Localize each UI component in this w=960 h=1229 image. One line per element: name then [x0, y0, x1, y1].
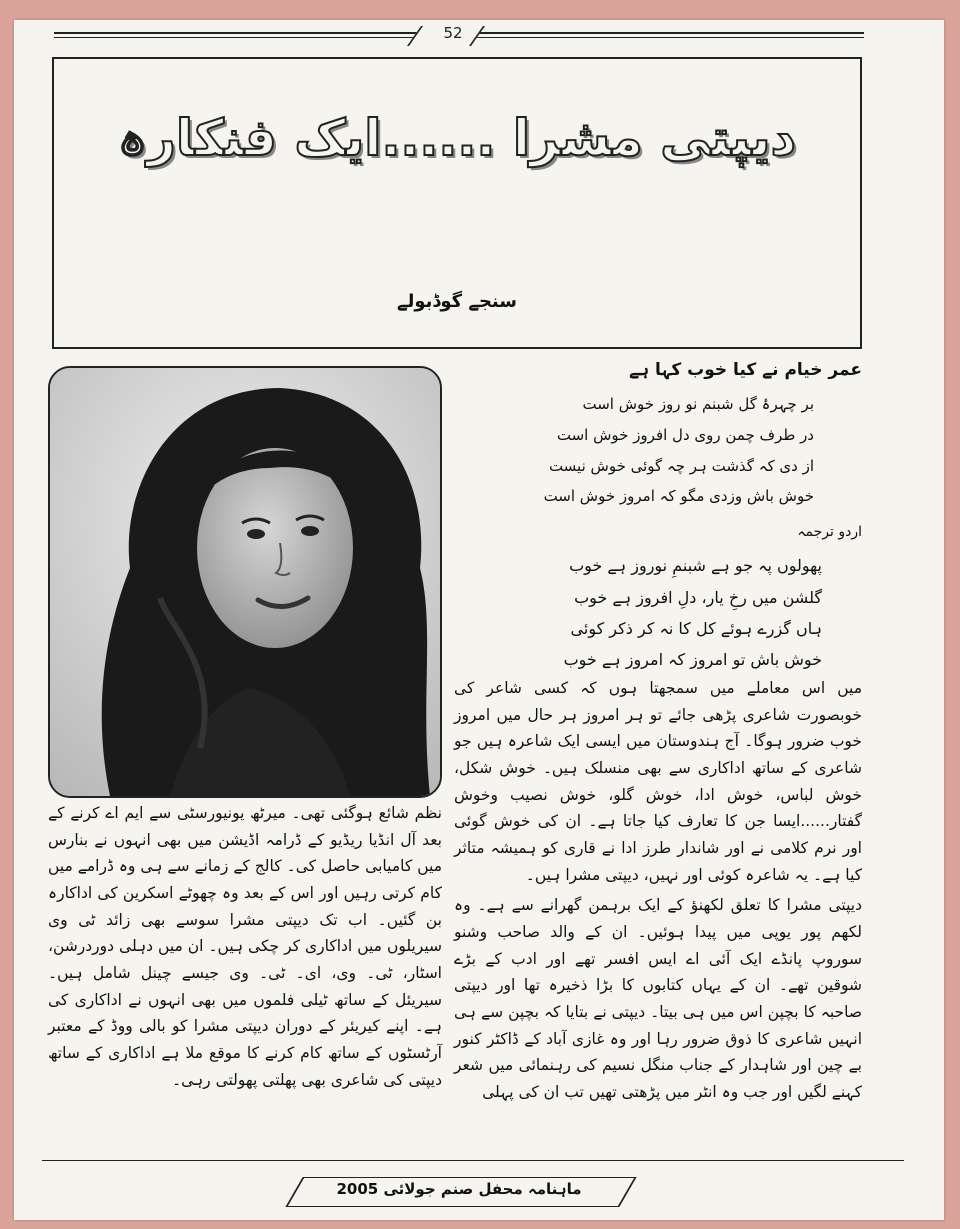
persian-verse: بر چہرۂ گل شبنم نو روز خوش است [582, 395, 814, 414]
persian-verse: از دی کہ گذشت ہر چہ گوئی خوش نیست [548, 456, 814, 475]
magazine-page [14, 20, 944, 1220]
persian-verse: خوش باش وزدی مگو کہ امروز خوش است [543, 487, 814, 506]
magazine-footer: ماہنامہ محفل صنم جولائی 2005 [336, 1180, 582, 1198]
urdu-verse: پھولوں پہ جو ہے شبنمِ نوروز ہے خوب [569, 556, 822, 576]
author-name: سنجے گوڈبولے [397, 291, 517, 312]
article-paragraph: دیپتی مشرا کا تعلق لکھنؤ کے ایک برہمن گھرانے سے ہے۔ وہ لکھم پور یوپی میں پیدا ہوئیں۔ ان کے والد صاحب وشنو سوروپ پانڈے ایک آئی اے ایس افسر تھے اور ادب کے بڑے شوقین تھے۔ ان کے یہاں کتابوں کا بڑا ذخیرہ تھا اور دیپتی صاحبہ کا بچپن اس میں ہی بیتا۔ دیپتی نے بتایا کہ بچپن سے ہی انہیں شاعری کا ذوق ضرور رہا اور وہ غازی آباد کے ڈاکٹر کنور بے چین اور شاہدار کے جناب منگل نسیم کی رہنمائی میں شعر کہنے لگیں اور جب وہ انٹر میں پڑھتی تھیں تب ان کی پہلی [454, 896, 862, 1101]
urdu-verse: گلشن میں رخِ یار، دلِ افروز ہے خوب [574, 587, 822, 607]
portrait-image [50, 368, 440, 796]
article-paragraph: نظم شائع ہوگئی تھی۔ میرٹھ یونیورسٹی سے ایم اے کرنے کے بعد آل انڈیا ریڈیو کے ڈرامہ اڈیشن میں بھی انہوں نے بنارس میں کامیابی حاصل کی۔ کالج کے زمانے سے ہی وہ ڈرامے میں کام کرتی رہیں اور اس کے بعد وہ چھوٹے اسکرین کی اداکارہ بن گئیں۔ اب تک دیپتی مشرا سوسے بھی زائد ٹی وی سیریلوں میں اداکاری کر چکی ہیں۔ ان میں دہلی دوردرشن، اسٹار، ٹی۔ وی، ای۔ ٹی۔ وی جیسے چینل شامل ہیں۔ سیریئل کے ساتھ ٹیلی فلموں میں بھی انہوں نے اداکاری کی ہے۔ اپنے کیریئر کے دوران دیپتی مشرا کو بالی ووڈ کے معتبر آرٹسٹوں کے ساتھ کام کرنے کا موقع ملا ہے اداکاری کے ساتھ دیپتی کی شاعری بھی پھلتی پھولتی رہی۔ [48, 804, 442, 1089]
left-column [48, 800, 442, 1097]
footer-rule [42, 1160, 904, 1161]
translation-heading: اردو ترجمہ [797, 524, 862, 541]
urdu-verse: ہاں گزرے ہوئے کل کا نہ کر ذکر کوئی [570, 618, 822, 638]
title-box [52, 57, 862, 349]
portrait-photo [48, 366, 442, 798]
persian-verse: در طرف چمن روی دل افروز خوش است [556, 425, 814, 444]
urdu-verse: خوش باش تو امروز کہ امروز ہے خوب [563, 649, 822, 669]
article-paragraph: میں اس معاملے میں سمجھتا ہوں کہ کسی شاعر کی خوبصورت شاعری پڑھی جائے تو ہر امروز ہر حال میں امروز خوب ضرور ہوگا۔ آج ہندوستان میں ایسی ایک شاعرہ ہیں جو شاعری کے ساتھ اداکاری سے بھی منسلک ہیں۔ خوش شکل، خوش لباس، خوش ادا، خوش گلو، خوش نصیب وخوش گفتار......ایسا جن کا تعارف کیا جاتا ہے۔ ان کی خوش گوئی اور نرم کلامی نے اور شاندار طرز ادا نے قاری کو ہمیشہ متاثر کیا ہے۔ یہ شاعرہ کوئی اور نہیں، دیپتی مشرا ہیں۔ [454, 679, 862, 884]
article-title: دیپتی مشرا ......ایک فنکارہ [117, 109, 797, 167]
page-number: 52 [443, 24, 463, 42]
right-column [454, 356, 862, 1110]
intro-line: عمر خیام نے کیا خوب کہا ہے [629, 360, 862, 380]
